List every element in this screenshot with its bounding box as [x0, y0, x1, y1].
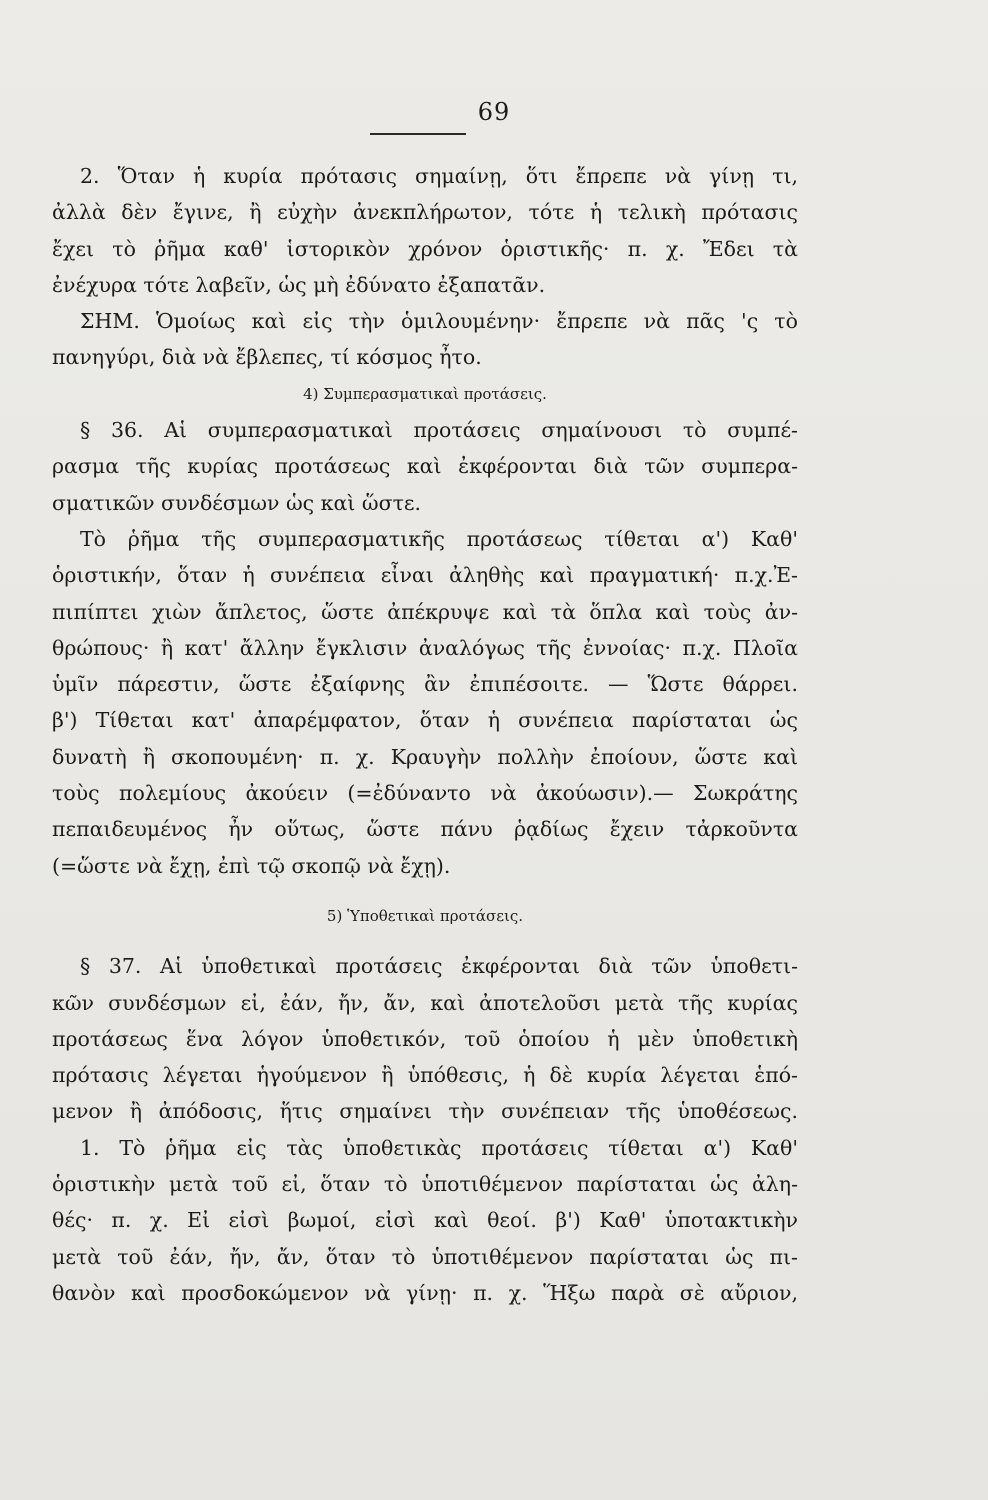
text-line: (=ὥστε νὰ ἔχῃ, ἐπὶ τῷ σκοπῷ νὰ ἔχῃ).	[52, 853, 451, 878]
section-heading: 4) Συμπερασματικαὶ προτάσεις.	[303, 384, 547, 403]
text-line: κῶν συνδέσμων εἰ, ἐάν, ἤν, ἄν, καὶ ἀποτελοῦσι μετὰ τῆς κυρίας	[52, 990, 798, 1015]
text-line: πεπαιδευμένος ἦν οὕτως, ὥστε πάνυ ῥᾳδίως ἔχειν τἀρκοῦντα	[52, 817, 798, 842]
page-text	[52, 158, 798, 1311]
text-line: ὁριστικὴν μετὰ τοῦ εἰ, ὅταν τὸ ὑποτιθέμενον παρίσταται ὡς ἀλη-	[52, 1172, 798, 1197]
text-line: πιπίπτει χιὼν ἄπλετος, ὥστε ἀπέκρυψε καὶ τὰ ὅπλα καὶ τοὺς ἀν-	[52, 599, 798, 624]
paragraph-36-line: § 36. Αἱ συμπερασματικαὶ προτάσεις σημαίνουσι τὸ συμπέ-	[80, 418, 798, 443]
note-line: πανηγύρι, διὰ νὰ ἔβλεπες, τί κόσμος ἦτο.	[52, 345, 482, 370]
page-number: 69	[477, 98, 511, 126]
text-line: ἐνέχυρα τότε λαβεῖν, ὡς μὴ ἐδύνατο ἐξαπατᾶν.	[52, 272, 546, 297]
text-line: τοὺς πολεμίους ἀκούειν (=ἐδύναντο νὰ ἀκούωσιν).— Σωκράτης	[52, 781, 798, 806]
text-line: θές· π. χ. Εἰ εἰσὶ βωμοί, εἰσὶ καὶ θεοί. β') Καθ' ὑποτακτικὴν	[52, 1208, 798, 1233]
text-line: ἔχει τὸ ῥῆμα καθ' ἱστορικὸν χρόνον ὁριστικῆς· π. χ. Ἔδει τὰ	[52, 236, 798, 261]
text-line: πρότασις λέγεται ἡγούμενον ἢ ὑπόθεσις, ἡ δὲ κυρία λέγεται ἑπό-	[52, 1063, 798, 1088]
text-line: θανὸν καὶ προσδοκώμενον νὰ γίνῃ· π. χ. Ἥξω παρὰ σὲ αὔριον,	[52, 1280, 798, 1305]
text-line: 1. Τὸ ῥῆμα εἰς τὰς ὑποθετικὰς προτάσεις τίθεται α') Καθ'	[80, 1135, 798, 1160]
text-line: 2. Ὅταν ἡ κυρία πρότασις σημαίνῃ, ὅτι ἔπρεπε νὰ γίνῃ τι,	[80, 164, 798, 188]
text-line: σματικῶν συνδέσμων ὡς καὶ ὥστε.	[52, 490, 422, 515]
text-line: μετὰ τοῦ ἐάν, ἤν, ἄν, ὅταν τὸ ὑποτιθέμενον παρίσταται ὡς πι-	[52, 1244, 798, 1269]
text-line: μενον ἢ ἀπόδοσις, ἥτις σημαίνει τὴν συνέπειαν τῆς ὑποθέσεως.	[52, 1099, 798, 1124]
text-line: ρασμα τῆς κυρίας προτάσεως καὶ ἐκφέρονται διὰ τῶν συμπερα-	[52, 454, 798, 479]
text-line: ὁριστικήν, ὅταν ἡ συνέπεια εἶναι ἀληθὴς καὶ πραγματική· π.χ.Ἐ-	[52, 563, 798, 588]
text-line: θρώπους· ἢ κατ' ἄλλην ἔγκλισιν ἀναλόγως τῆς ἐννοίας· π.χ. Πλοῖα	[52, 635, 798, 660]
note-line: ΣΗΜ. Ὁμοίως καὶ εἰς τὴν ὁμιλουμένην· ἔπρεπε νὰ πᾶς 'ς τὸ	[80, 309, 798, 334]
text-line: δυνατὴ ἢ σκοπουμένη· π. χ. Κραυγὴν πολλὴν ἐποίουν, ὥστε καὶ	[52, 744, 798, 769]
page-number-rule	[370, 133, 466, 135]
text-line: Τὸ ῥῆμα τῆς συμπερασματικῆς προτάσεως τίθεται α') Καθ'	[80, 526, 798, 551]
text-line: β') Τίθεται κατ' ἀπαρέμφατον, ὅταν ἡ συνέπεια παρίσταται ὡς	[52, 708, 798, 733]
text-line: ἀλλὰ δὲν ἔγινε, ἢ εὐχὴν ἀνεκπλήρωτον, τότε ἡ τελικὴ πρότασις	[52, 200, 798, 225]
section-heading: 5) Ὑποθετικαὶ προτάσεις.	[326, 906, 524, 925]
text-line: ὑμῖν πάρεστιν, ὥστε ἐξαίφνης ἂν ἐπιπέσοιτε. — Ὥστε θάρρει.	[52, 672, 798, 697]
paragraph-37-line: § 37. Αἱ ὑποθετικαὶ προτάσεις ἐκφέρονται διὰ τῶν ὑποθετι-	[80, 954, 798, 979]
text-line: προτάσεως ἕνα λόγον ὑποθετικόν, τοῦ ὁποίου ἡ μὲν ὑποθετικὴ	[52, 1026, 798, 1051]
